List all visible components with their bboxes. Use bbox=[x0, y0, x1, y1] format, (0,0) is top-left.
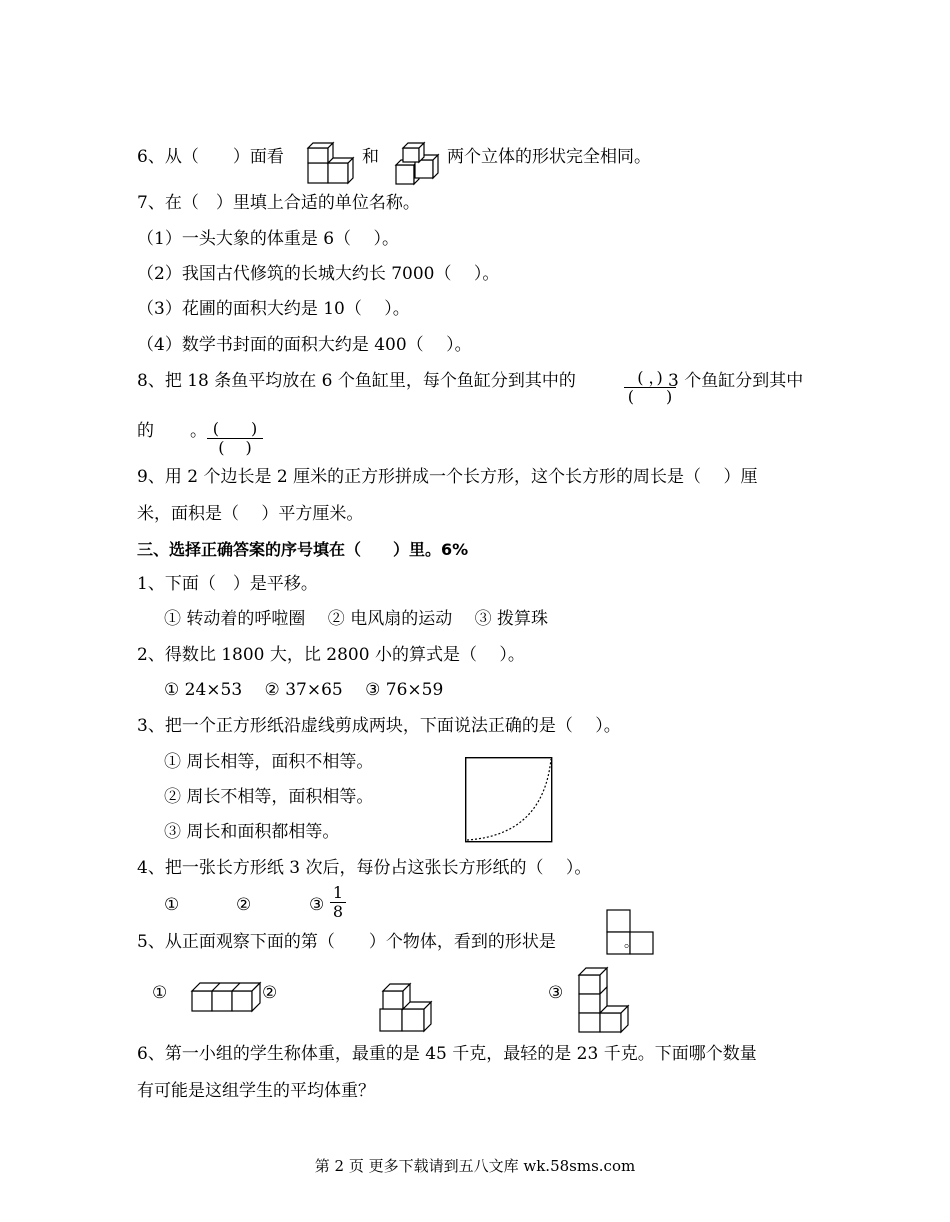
c3-option-1: ① 周长相等，面积不相等。 bbox=[164, 752, 374, 772]
cube-figure-1-icon bbox=[307, 142, 353, 184]
c3-option-3: ③ 周长和面积都相等。 bbox=[164, 822, 340, 842]
q8-fraction-2-bottom: ( ) bbox=[207, 438, 263, 457]
c2-question: 2、得数比 1800 大，比 2800 小的算式是（ ）。 bbox=[137, 645, 525, 665]
c3-question: 3、把一个正方形纸沿虚线剪成两块，下面说法正确的是（ ）。 bbox=[137, 716, 621, 736]
c4-question: 4、把一张长方形纸 3 次后，每份占这张长方形纸的（ ）。 bbox=[137, 858, 592, 878]
c5-question: 5、从正面观察下面的第（ ）个物体，看到的形状是 bbox=[137, 932, 556, 952]
q9-line-1: 9、用 2 个边长是 2 厘米的正方形拼成一个长方形，这个长方形的周长是（ ）厘 bbox=[137, 467, 758, 487]
q6-text-c: 两个立体的形状完全相同。 bbox=[447, 147, 651, 167]
c4-option-1: ① bbox=[164, 895, 180, 915]
c3-option-2: ② 周长不相等，面积相等。 bbox=[164, 787, 374, 807]
c5-dot: 。 bbox=[624, 935, 638, 951]
q8-fraction-1-top: ( ，) bbox=[637, 368, 663, 387]
c4-fraction-num: 1 bbox=[332, 883, 344, 902]
q8-fraction-1-bottom: ( ) bbox=[624, 387, 676, 406]
section3-title: 三、选择正确答案的序号填在（ ）里。6% bbox=[137, 540, 469, 559]
q8-fraction-2-top: ( ) bbox=[212, 419, 258, 438]
c4-option-2: ② bbox=[236, 895, 252, 915]
c6-line-2: 有可能是这组学生的平均体重？ bbox=[137, 1081, 375, 1101]
c2-options: ① 24×53 ② 37×65 ③ 76×59 bbox=[164, 680, 444, 700]
object-1-figure bbox=[191, 981, 263, 1013]
square-cut-figure bbox=[465, 757, 553, 843]
q6-text-a: 6、从（ ）面看 bbox=[137, 147, 284, 167]
c4-fraction bbox=[330, 884, 346, 921]
q8-text-a: 8、把 18 条鱼平均放在 6 个鱼缸里，每个鱼缸分到其中的 bbox=[137, 371, 576, 391]
q8-text-b: 3 个鱼缸分到其中 bbox=[668, 371, 804, 391]
c5-option-1: ① bbox=[152, 983, 168, 1003]
cube-figure-2-icon bbox=[395, 142, 441, 186]
c1-options: ① 转动着的呼啦圈 ② 电风扇的运动 ③ 拨算珠 bbox=[164, 609, 549, 629]
object-2-figure bbox=[379, 981, 433, 1033]
q7-item-4: （4）数学书封面的面积大约是 400（ ）。 bbox=[137, 335, 472, 355]
q8-text-c: 的 bbox=[137, 421, 154, 441]
q7-item-2: （2）我国古代修筑的长城大约长 7000（ ）。 bbox=[137, 264, 500, 284]
q6-text-b: 和 bbox=[362, 147, 379, 167]
c6-line-1: 6、第一小组的学生称体重，最重的是 45 千克，最轻的是 23 千克。下面哪个数量 bbox=[137, 1044, 757, 1064]
c1-question: 1、下面（ ）是平移。 bbox=[137, 574, 318, 594]
q8-fraction-2 bbox=[207, 420, 263, 457]
c5-option-3: ③ bbox=[548, 983, 564, 1003]
q7-item-1: （1）一头大象的体重是 6（ ）。 bbox=[137, 229, 399, 249]
c4-fraction-den: 8 bbox=[330, 902, 346, 921]
q9-line-2: 米，面积是（ ）平方厘米。 bbox=[137, 504, 364, 524]
q7-title: 7、在（ ）里填上合适的单位名称。 bbox=[137, 193, 420, 213]
q7-item-3: （3）花圃的面积大约是 10（ ）。 bbox=[137, 299, 410, 319]
object-3-figure bbox=[578, 967, 628, 1033]
c5-option-2: ② bbox=[262, 983, 278, 1003]
page-footer: 第 2 页 更多下载请到五八文库 wk.58sms.com bbox=[314, 1157, 636, 1175]
c4-option-3: ③ bbox=[309, 895, 325, 915]
q8-text-d: 。 bbox=[190, 421, 207, 441]
